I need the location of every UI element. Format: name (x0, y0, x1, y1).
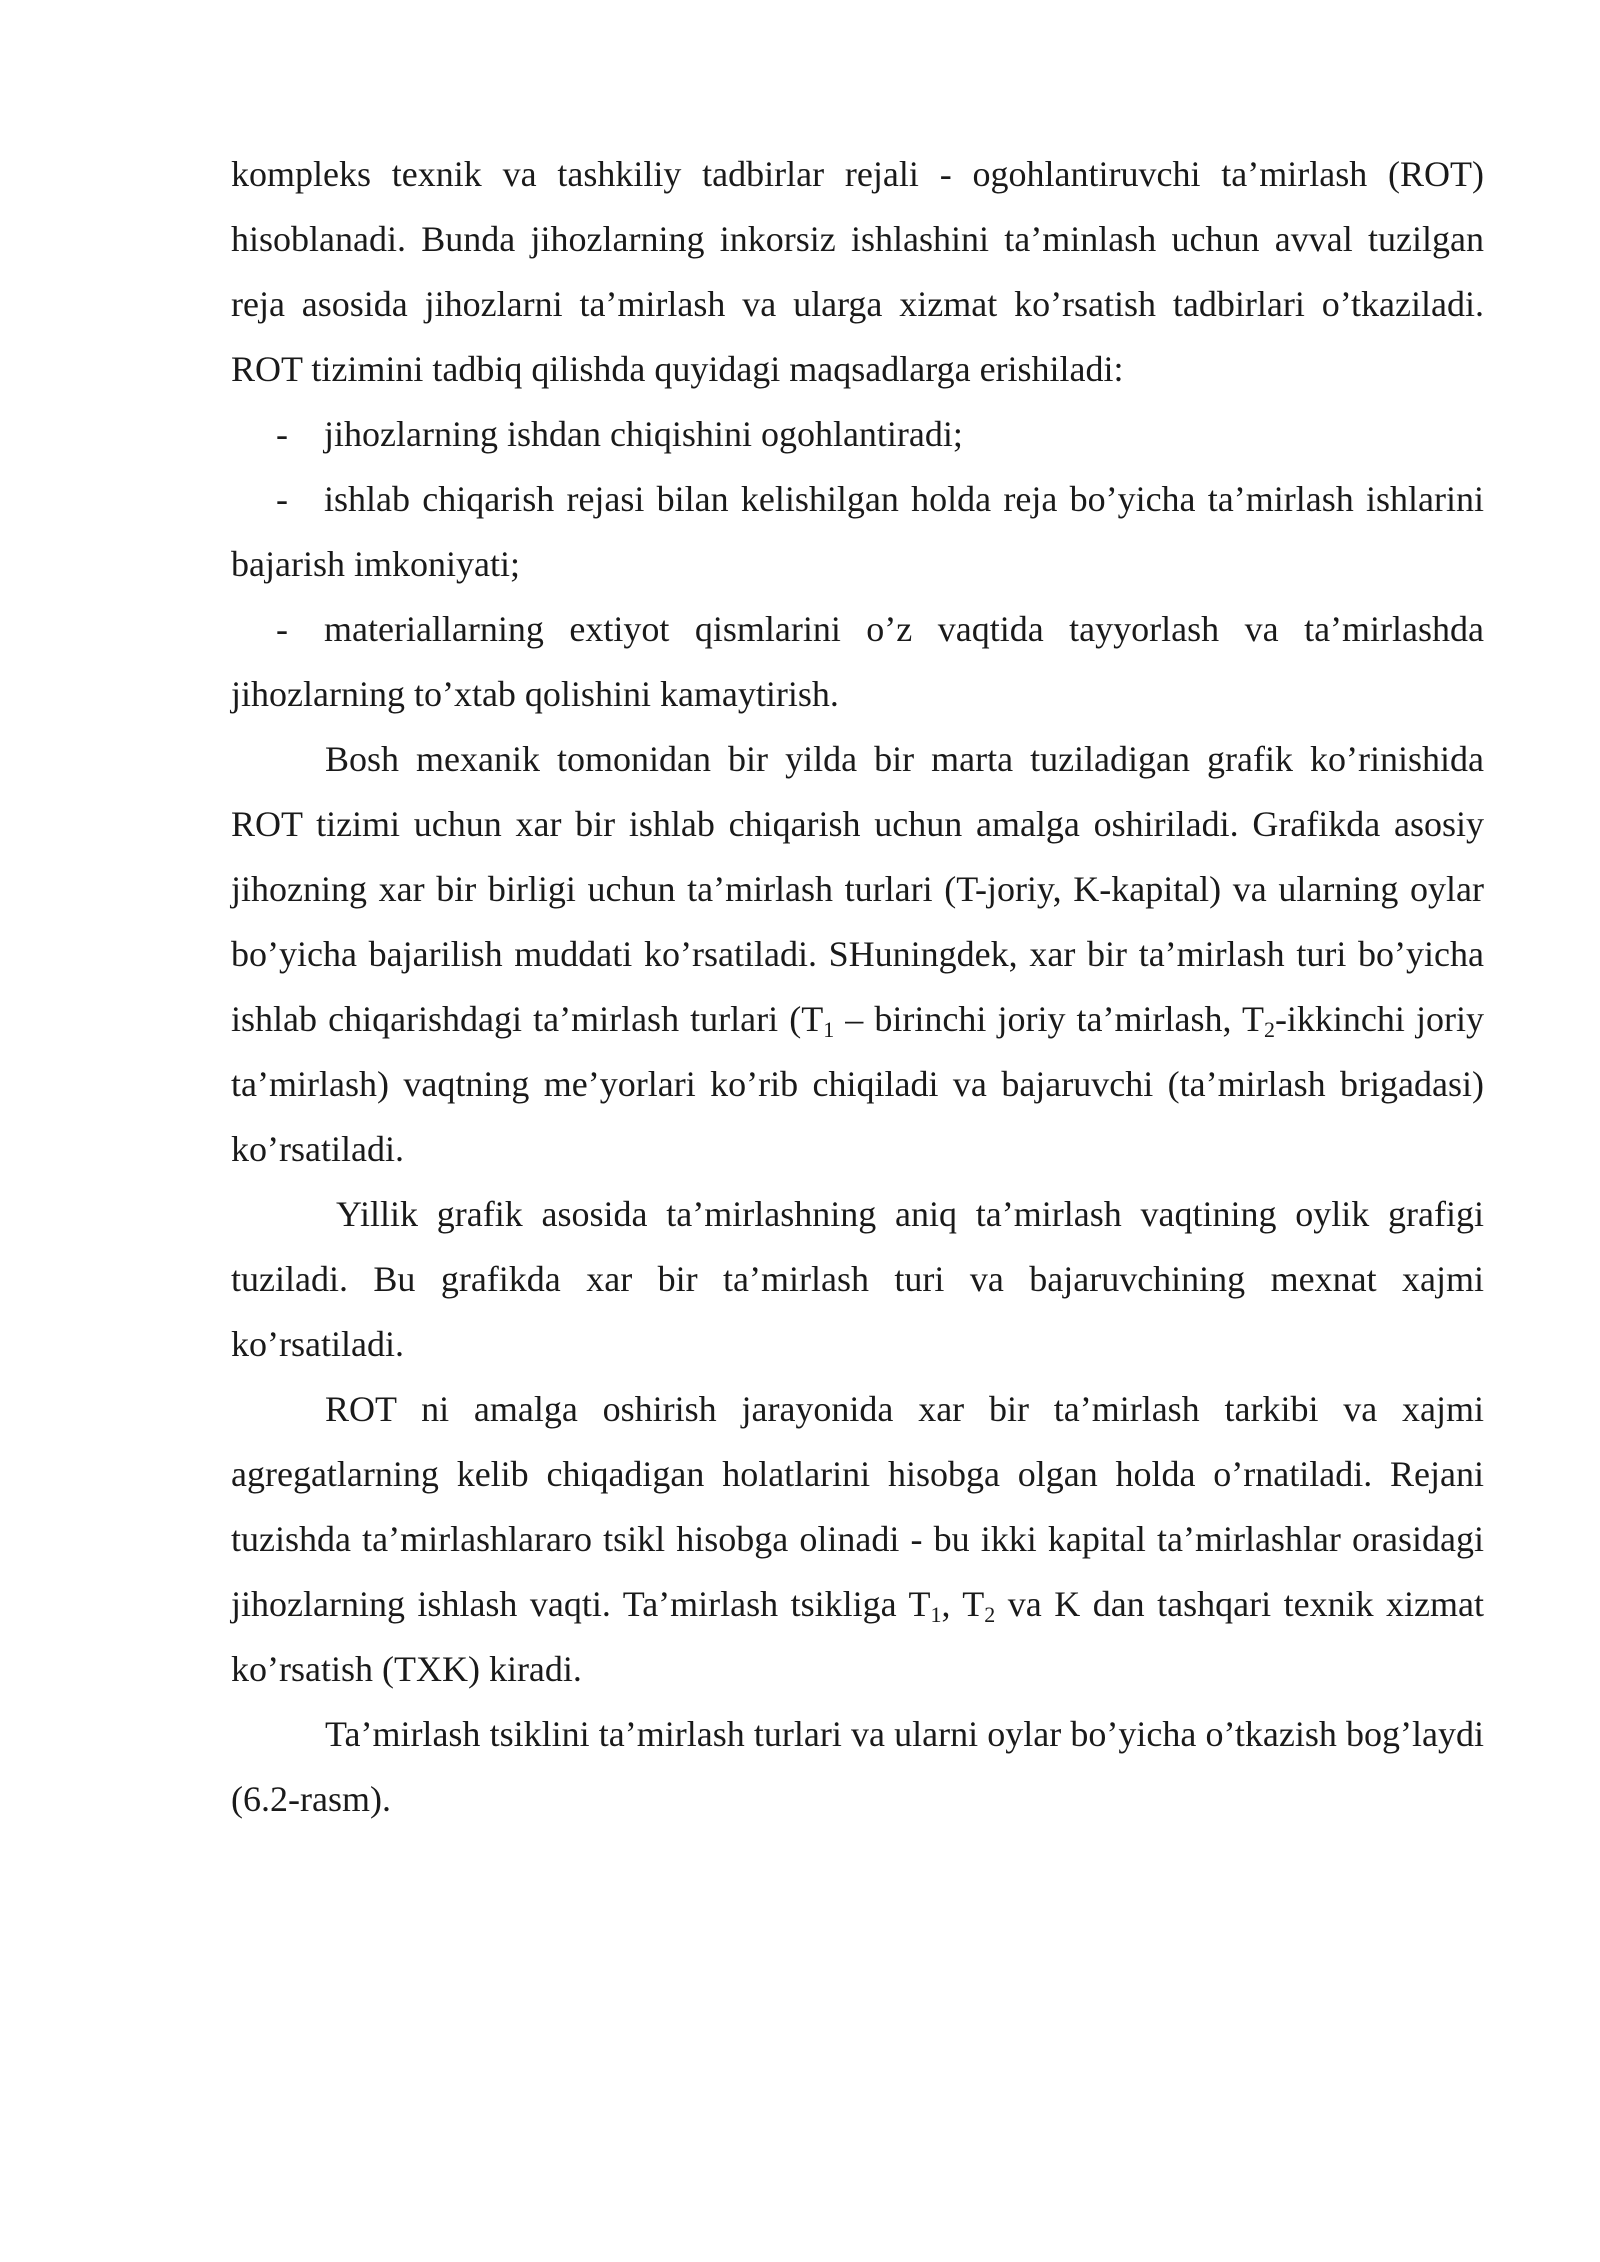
subscript: 1 (823, 1017, 835, 1042)
paragraph-yillik: Yillik grafik asosida ta’mirlashning aniq ta’mirlash vaqtining oylik grafigi tuziladi. Bu grafikda xar bir ta’mirlash turi va bajaruvchining mexnat xajmi ko’rsatiladi. (231, 1194, 1484, 1364)
paragraph-intro: kompleks texnik va tashkiliy tadbirlar rejali - ogohlantiruvchi ta’mirlash (ROT) hisoblanadi. Bunda jihozlarning inkorsiz ishlashini ta’minlash uchun avval tuzilgan reja asosida jihozlarni ta’mirlash va ularga xizmat ko’rsatish tadbirlari o’tkaziladi. ROT tizimini tadbiq qilishda quyidagi maqsadlarga erishiladi: (231, 154, 1484, 389)
list-dash: - (276, 479, 288, 519)
subscript: 2 (984, 1602, 996, 1627)
list-item (231, 467, 1484, 597)
list-item-text: jihozlarning ishdan chiqishini ogohlantiradi; (324, 414, 963, 454)
subscript: 2 (1263, 1017, 1275, 1042)
subscript: 1 (930, 1602, 942, 1627)
paragraph-text: Bosh mexanik tomonidan bir yilda bir marta tuziladigan grafik ko’rinishida ROT tizimi uchun xar bir ishlab chiqarish uchun amalga oshiriladi. Grafikda asosiy jihozning xar bir birligi uchun ta’mirlash turlari (T-joriy, K-kapital) va ularning oylar bo’yicha bajarilish muddati ko’rsatiladi. SHuningdek, xar bir ta’mirlash turi bo’yicha ishlab chiqarishdagi ta’mirlash turlari (T (231, 739, 1484, 1039)
paragraph-text: – birinchi joriy ta’mirlash, T (834, 999, 1264, 1039)
paragraph-rot (231, 1377, 1484, 1702)
list-item (231, 402, 1484, 467)
list-item (231, 597, 1484, 727)
paragraph-text: va K dan tashqari texnik xizmat ko’rsatish (TXK) kiradi. (231, 1584, 1485, 1689)
list-dash: - (276, 609, 288, 649)
paragraph-tsikl: Ta’mirlash tsiklini ta’mirlash turlari va ularni oylar bo’yicha o’tkazish bog’laydi (6.2-rasm). (231, 1714, 1484, 1819)
paragraph-text: , T (941, 1584, 985, 1624)
list-dash: - (276, 414, 288, 454)
paragraph-grafik (231, 727, 1484, 1182)
document-page (231, 142, 1484, 1832)
list-item-text: materiallarning extiyot qismlarini o’z vaqtida tayyorlash va ta’mirlashda jihozlarning to’xtab qolishini kamaytirish. (231, 609, 1484, 714)
list-item-text: ishlab chiqarish rejasi bilan kelishilgan holda reja bo’yicha ta’mirlash ishlarini bajarish imkoniyati; (231, 479, 1484, 584)
paragraph-text: ROT ni amalga oshirish jarayonida xar bir ta’mirlash tarkibi va xajmi agregatlarning kelib chiqadigan holatlarini hisobga olgan holda o’rnatiladi. Rejani tuzishda ta’mirlashlararo tsikl hisobga olinadi - bu ikki kapital ta’mirlashlar orasidagi jihozlarning ishlash vaqti. Ta’mirlash tsikliga T (231, 1389, 1484, 1624)
paragraph-text: -ikkinchi joriy ta’mirlash) vaqtning me’yorlari ko’rib chiqiladi va bajaruvchi (ta’mirlash brigadasi) ko’rsatiladi. (231, 999, 1484, 1169)
